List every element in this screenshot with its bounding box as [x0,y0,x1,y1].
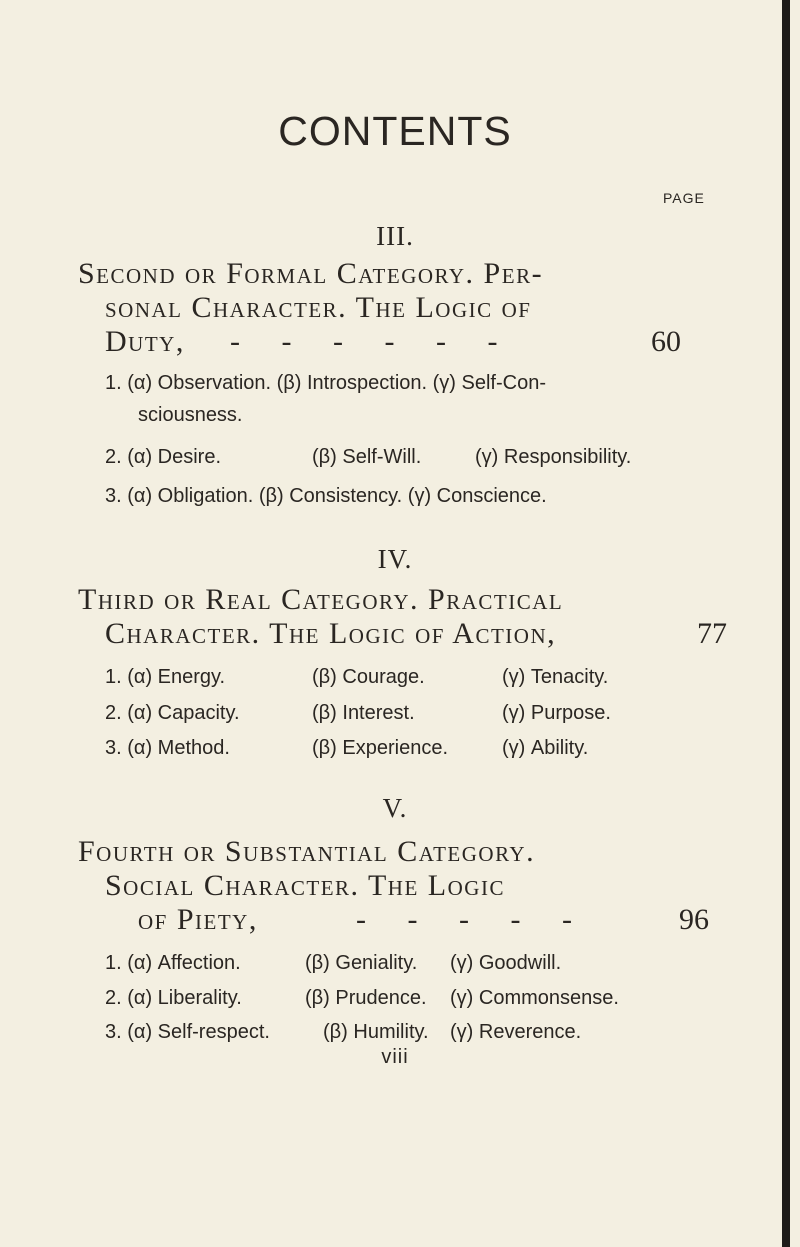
section-numeral-iii: III. [376,221,414,251]
section-v-leader-dots: - - - - - [356,903,589,936]
section-iii-heading-line-3: Duty, [105,325,185,358]
section-v-heading-line-2: Social Character. The Logic [105,869,505,902]
page-title: CONTENTS [278,108,512,154]
section-numeral-iv: IV. [377,544,413,574]
page-column-label: PAGE [663,190,705,206]
section-iii-page-number: 60 [651,325,681,358]
book-page: CONTENTS PAGE III. Second or Formal Category. Per- sonal Character. The Logic of Duty, - - - - - - 60 1. (α) Observation. (β) Introspection. (γ) Self-Con- sciousness. 2. (α) Desire. (β) Self-Will. (γ) Responsibility. 3. (α) Obligation. (β) Consistency. (γ) Conscience. IV. Third or Real Category. Practical Character. The Logic of Action, 77 1. (α) Energy. (β) Courage. (γ) Tenacity. 2. (α) Capacity. (β) Interest. (γ) Purpose. 3. (α) Method. (β) Experience. (γ) Ability. V. Fourth or Substantial Category. Social Character. The Logic of Piety, - - - - - 96 1. (α) Affection. (β) Geniality. (γ) Goodwill. 2. (α) Liberality. (β) Prudence. (γ) Commonsense. 3. (α) Self-respect. (β) Humility. (γ) Reverence. viii [0,0,790,1247]
section-iii-heading-line-2: sonal Character. The Logic of [105,291,532,324]
section-v-heading-line-1: Fourth or Substantial Category. [78,835,536,868]
section-v-page-number: 96 [679,903,709,936]
section-iii-leader-dots: - - - - - - [230,325,515,358]
section-iv-page-number: 77 [697,617,727,650]
page-folio: viii [381,1046,409,1068]
section-iv-heading-line-1: Third or Real Category. Practical [78,583,564,616]
section-iv-heading-line-2: Character. The Logic of Action, [105,617,557,650]
section-iii-heading-line-1: Second or Formal Category. Per- [78,257,544,290]
section-numeral-v: V. [382,793,408,823]
section-v-heading-line-3: of Piety, [138,903,258,936]
